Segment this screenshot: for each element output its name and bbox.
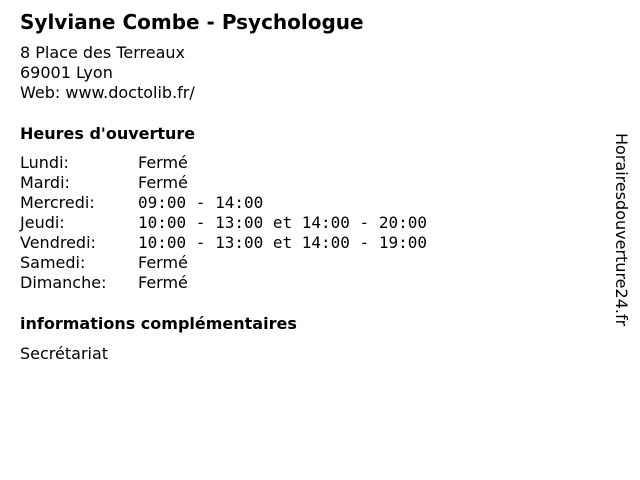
hours-row-monday [20, 153, 427, 173]
hours-row-saturday [20, 253, 427, 273]
day-hours: Fermé [138, 153, 188, 172]
day-label: Samedi: [20, 253, 86, 272]
opening-hours-heading: Heures d'ouverture [20, 124, 196, 143]
day-label: Mardi: [20, 173, 70, 192]
day-hours: Fermé [138, 173, 188, 192]
day-label: Lundi: [20, 153, 69, 172]
address-block [20, 43, 195, 103]
day-hours: 10:00 - 13:00 et 14:00 - 19:00 [138, 233, 427, 252]
day-label: Dimanche: [20, 273, 107, 292]
website-text: Web: www.doctolib.fr/ [20, 83, 195, 102]
additional-info-text: Secrétariat [20, 344, 109, 363]
day-hours: 09:00 - 14:00 [138, 193, 264, 212]
hours-row-wednesday [20, 193, 427, 213]
hours-row-tuesday [20, 173, 427, 193]
day-label: Mercredi: [20, 193, 95, 212]
hours-row-friday [20, 233, 427, 253]
additional-info-heading: informations complémentaires [20, 314, 297, 333]
page-title: Sylviane Combe - Psychologue [20, 10, 364, 34]
site-watermark [610, 133, 632, 348]
hours-row-sunday [20, 273, 427, 293]
opening-hours-table [20, 153, 427, 293]
day-hours: 10:00 - 13:00 et 14:00 - 20:00 [138, 213, 427, 232]
day-hours: Fermé [138, 253, 188, 272]
address-city: 69001 Lyon [20, 63, 113, 82]
day-label: Vendredi: [20, 233, 96, 252]
watermark-text: Horairesdouverture24.fr [612, 133, 631, 327]
day-hours: Fermé [138, 273, 188, 292]
day-label: Jeudi: [20, 213, 65, 232]
hours-row-thursday [20, 213, 427, 233]
address-street: 8 Place des Terreaux [20, 43, 185, 62]
